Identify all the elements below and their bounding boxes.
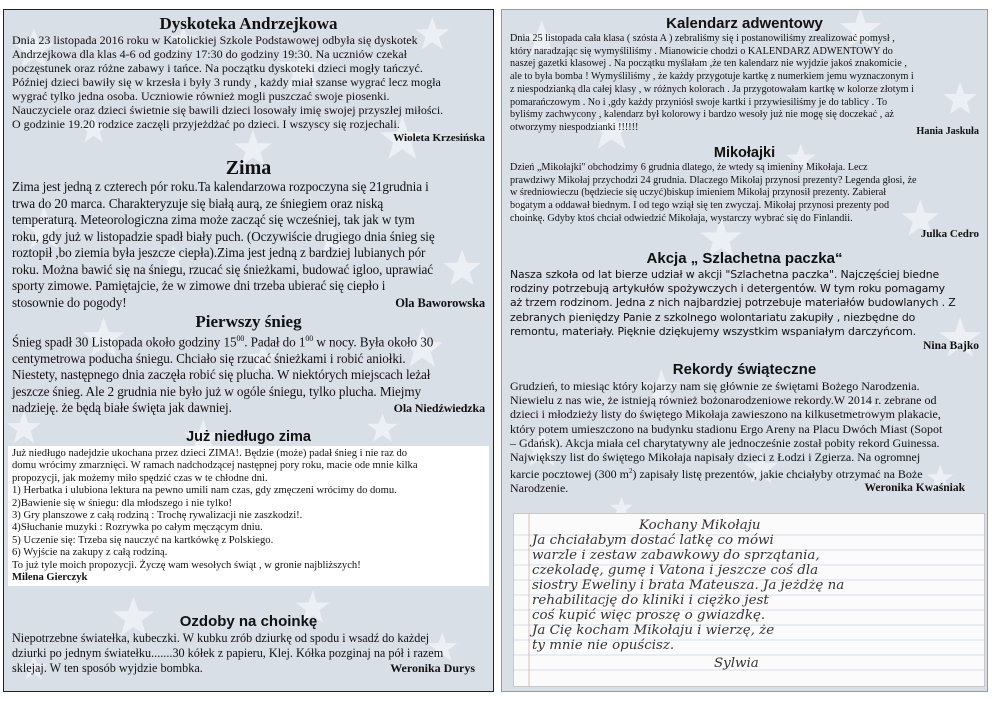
- text-line: w średniowieczu (będziecie się uczyć)biskup imieniem Mikołaj przynosił prezenty. Zabierał: [510, 187, 887, 199]
- article-body: [12, 331, 485, 417]
- text-line: [12, 331, 485, 351]
- text-line: Niewielu z nas wie, że istnieją również bożonarodzeniowe rekordy.W 2014 r. zebrane od: [510, 393, 937, 408]
- text-line: Dnia 25 listopada cała klasa ( szósta A ) zebraliśmy się i postanowiliśmy zrealizować pomysł ,: [510, 33, 895, 44]
- text-line: Później dzieci bawiły się w krzesła i były 3 rundy , każdy miał szanse wygrać lecz mogła: [12, 75, 441, 89]
- text-line: który naradzając się wymyśliliśmy . Mianowicie chodzi o KALENDARZ ADWENTOWY do: [510, 45, 893, 57]
- article-title: Rekordy świąteczne: [672, 361, 817, 378]
- text-line: domu wrócimy zmarznięci. W ramach nadchodzącej następnej pory roku, macie ode mnie kilka: [12, 460, 418, 472]
- text-line-with-signature: [510, 122, 979, 135]
- article-szlachetna-paczka: [510, 250, 979, 353]
- text-segment: w nocy. Była około 30: [313, 334, 434, 350]
- letter-signature: Sylwia: [714, 656, 759, 671]
- text-line: Niepotrzebne światełka, kubeczki. W kubku zrób dziurkę od spodu i wsadź do każdej: [12, 631, 430, 645]
- text-line: wygrać tylko jedna osoba. Uczniowie również mogli puszczać swoje piosenki.: [12, 89, 390, 103]
- text-line-with-signature: [12, 661, 485, 676]
- letter-line: rehabilitację do kliniki i ciężko jest: [532, 593, 769, 608]
- text-line: dziurki po jednym światełku.......30 kółek z papieru, Klej. Kółka pozginaj na pół i razem: [12, 646, 444, 660]
- list-item: 3) Gry planszowe z całą rodziną : Trochę rywalizacji nie zaszkodzi!.: [12, 510, 303, 522]
- author-signature: Hania Jaskuła: [916, 125, 979, 137]
- text-line: trwa do 20 marca. Charakteryzuje się białą aurą, ze śniegiem oraz niską: [12, 195, 384, 211]
- superscript: 00: [305, 334, 314, 343]
- text-line: Narodzenie.: [510, 481, 569, 496]
- text-line: O godzinie 19.20 rodzice zaczęli przyjeżdżać po dzieci. I wszyscy się rozjechali.: [12, 117, 400, 131]
- article-mikolajki: [510, 145, 979, 240]
- text-line: propozycji, jak możemy miło spędzić czas w te chłodne dni.: [12, 472, 268, 484]
- article-title: Już niedługo zima: [186, 429, 311, 445]
- text-line: prawdziwy Mikołaj przychodzi 24 grudnia. Dlaczego Mikołaj przynosi prezenty? Legenda głosi, że: [510, 174, 917, 186]
- text-line: Andrzejkowa dla klas 4-6 od godziny 17:30 do godziny 19:30. Na uczniów czekał: [12, 47, 407, 61]
- article-title: Dyskoteka Andrzejkowa: [159, 14, 338, 33]
- article-title: Mikołajki: [713, 145, 776, 161]
- superscript: 00: [236, 334, 245, 343]
- text-line: z niespodzianką dla całej klasy , w różnych kolorach . Ja przygotowałam kartkę w kolorze złotym i: [510, 83, 914, 95]
- text-line: aż trzem rodzinom. Jedna z nich najbardziej potrzebuje materiałów budowlanych . Z: [510, 296, 956, 310]
- text-line: remontu, materiały. Pięknie dziękujemy wszystkim wspaniałym darczyńcom.: [510, 324, 916, 338]
- article-title: Kalendarz adwentowy: [666, 15, 823, 32]
- text-line: Nauczyciele oraz dzieci świetnie się bawili dzieci losowały imię swojej przyszłej miłości.: [12, 103, 444, 117]
- author-signature: Julka Cedro: [920, 227, 979, 240]
- text-line: jeszcze śnieg. Ale 2 grudnia nie było już w ogóle śniegu, tylko plucha. Miejmy: [12, 383, 421, 399]
- letter-line: Ja Cię kocham Mikołaju i wierzę, że: [532, 623, 775, 638]
- author-signature: Milena Gierczyk: [12, 572, 88, 584]
- article-rekordy: [510, 361, 979, 496]
- text-line: roku. Można bawić się na śniegu, rzucać się śnieżkami, budować igloo, uprawiać: [12, 261, 434, 277]
- author-signature: Nina Bajko: [923, 340, 979, 353]
- text-line: Zima jest jedną z czterech pór roku.Ta kalendarzowa rozpoczyna się 21grudnia i: [12, 179, 429, 194]
- article-kalendarz: [510, 15, 979, 135]
- author-signature: Wioleta Krzesińska: [393, 132, 485, 144]
- text-line: centymetrowa poducha śniegu. Chciało się rzucać śnieżkami i robić aniołki.: [12, 350, 406, 366]
- article-body: [12, 631, 485, 676]
- text-line: bogatym a oddawał biednym. I od tego wziął się ten zwyczaj. Mikołaj przynosi prezenty pod: [510, 200, 890, 212]
- article-zima: [12, 157, 485, 311]
- author-signature: Weronika Durys: [390, 661, 475, 675]
- superscript: 2: [628, 467, 633, 476]
- author-signature: Ola Baworowska: [395, 295, 485, 310]
- text-line: który potem umieszczono na budynku stadionu Ergo Areny na Placu Dwóch Miast (Sopot: [510, 421, 943, 436]
- left-column: [3, 9, 494, 692]
- text-line: [510, 464, 979, 481]
- text-line: roku, gdy już w listopadzie spadł biały puch. (Oczywiście drugiego dnia śnieg się: [12, 228, 435, 244]
- letter-line: Ja chciałabym dostać latkę co mówi: [532, 533, 774, 548]
- letter-line: coś kupić więc proszę o gwiazdkę.: [532, 608, 766, 623]
- text-line: otworzymy niespodzianki !!!!!!: [510, 121, 639, 133]
- letter-line: ty mnie nie opuścisz.: [532, 638, 675, 653]
- text-line: zebranych pieniędzy Panie z szkolnego wolontariatu zakupiły , niezbędne do: [510, 310, 916, 324]
- text-line: ale to była bomba ! Wymyśliliśmy , że każdy przygotuje kartkę z numerkiem jemu wyznaczonym i: [510, 71, 914, 83]
- article-body: [510, 33, 979, 135]
- text-line: pomarańczowym . No i ,gdy każdy przyniósł swoje kartki i przywiesiliśmy je do tablicy . To: [510, 96, 888, 108]
- text-segment: Śnieg spadł 30 Listopada około godziny 15: [12, 334, 237, 350]
- text-line: Niestety, następnego dnia zaczęła robić się plucha. W niektórych miejscach leżał: [12, 367, 431, 383]
- letter-to-santa: [513, 513, 985, 687]
- text-line: sklejaj. W ten sposób wyjdzie bombka.: [12, 661, 203, 675]
- text-line: roztopił ,bo ziemia była jeszcze ciepła).Zima jest jedną z bardziej lubianych pór: [12, 245, 426, 260]
- text-line: poczęstunek oraz różne zabawy i tańce. Na początku dyskoteki dzieci mogły tańczyć.: [12, 61, 423, 75]
- text-line: – Gdańsk). Akcja miała cel charytatywny ale jednocześnie został pobity rekord Guinessa.: [510, 435, 940, 450]
- text-line: naszej gazetki klasowej . Na początku myślałam ,że ten kalendarz nie wyjdzie jakoś znakomicie ,: [510, 58, 907, 70]
- text-line: stosownie do pogody!: [12, 294, 127, 310]
- text-line-with-signature: [12, 295, 485, 312]
- letter-greeting: Kochany Mikołaju: [639, 518, 761, 533]
- article-body: [510, 162, 979, 240]
- text-segment: . Padał do 1: [244, 334, 306, 350]
- text-line: nadzieję. że będą białe święta jak dawniej.: [12, 400, 232, 416]
- text-line: Nasza szkoła od lat bierze udział w akcji "Szlachetna paczka". Najczęściej biedne: [510, 268, 940, 281]
- article-body: [8, 446, 489, 586]
- author-signature: Weronika Kwaśniak: [864, 482, 965, 495]
- text-line: rodziny potrzebują artykułów spożywczych i detergentów. W tym roku pomagamy: [510, 282, 945, 296]
- article-ozdoby: [12, 613, 485, 676]
- text-line-with-signature: [510, 481, 979, 495]
- article-body: [510, 268, 979, 339]
- text-line: Największy list do świętego Mikołaja napisały dzieci z Łodzi i Zgierza. Na ogromnej: [510, 450, 921, 465]
- list-item: 5) Uczenie się: Trzeba się nauczyć na kartkówkę z Polskiego.: [12, 534, 274, 546]
- text-line: Dnia 23 listopada 2016 roku w Katolickiej Szkole Podstawowej odbyła się dyskotek: [12, 33, 418, 47]
- article-pierwszy-snieg: [12, 313, 485, 417]
- list-item: 4)Słuchanie muzyki : Rozrywka po całym męczącym dniu.: [12, 522, 263, 534]
- text-line-with-signature: [12, 400, 485, 417]
- article-body: [12, 179, 485, 311]
- article-title: Zima: [225, 157, 272, 179]
- letter-line: czekoladę, gumę i Vatona i jeszcze coś dla: [532, 563, 819, 578]
- list-item: 6) Wyjście na zakupy z całą rodziną.: [12, 547, 168, 559]
- list-item: 2)Bawienie się w śniegu: dla młodszego i nie tylko!: [12, 497, 233, 509]
- article-body: [12, 33, 485, 145]
- article-dyskoteka: [12, 14, 485, 145]
- author-signature: Ola Niedźwiedzka: [393, 401, 485, 416]
- article-title: Pierwszy śnieg: [195, 312, 302, 331]
- text-line: To już tyle moich propozycji. Życzę wam wesołych świąt , w gronie najbliższych!: [12, 559, 361, 571]
- text-line: choinkę. Gdyby ktoś chciał odwiedzić Mikołaja, wystarczy wybrać się do Finlandii.: [510, 212, 853, 224]
- list-item: 1) Herbatka i ulubiona lektura na pewno umili nam czas, gdy zmęczeni wrócimy do domu.: [12, 485, 397, 497]
- letter-line: siostry Eweliny i brata Mateusza. Ja jeżdżę na: [532, 578, 845, 593]
- article-body: [510, 379, 979, 496]
- letter-line: warzle i zestaw zabawkowy do sprzątania,: [532, 548, 820, 563]
- text-line: Dzień „Mikołajki'' obchodzimy 6 grudnia dlatego, że wtedy są imieniny Mikołaja. Lecz: [510, 162, 868, 173]
- right-column: [501, 9, 988, 692]
- article-title: Ozdoby na choinkę: [179, 613, 318, 630]
- article-title: Akcja „ Szlachetna paczka“: [646, 250, 843, 267]
- text-segment: ) zapisały listę prezentów, jakie chciałyby otrzymać na Boże: [632, 467, 923, 482]
- text-line: sporty zimowe. Pamiętajcie, że w zimowe dni trzeba ubierać się ciepło i: [12, 278, 386, 293]
- article-juz-niedlugo-zima: [12, 428, 485, 586]
- text-line: dzieci i młodzieży listy do świętego Mikołaja zawieszono na kilkusetmetrowym plakacie,: [510, 407, 941, 422]
- text-line: byliśmy zachwycony , kalendarz był kolorowy i bardzo wesoły już nie mogę się doczekać , aż: [510, 109, 894, 121]
- text-line: Grudzień, to miesiąc który kojarzy nam się głównie ze świętami Bożego Narodzenia.: [510, 379, 920, 393]
- text-line: Już niedługo nadejdzie ukochana przez dzieci ZIMA!. Będzie (może) padał śnieg i nie raz do: [12, 448, 408, 459]
- text-line: temperaturą. Meteorologiczna zima może zacząć się wcześniej, tak jak w tym: [12, 212, 415, 227]
- text-segment: karcie pocztowej (300 m: [510, 467, 629, 482]
